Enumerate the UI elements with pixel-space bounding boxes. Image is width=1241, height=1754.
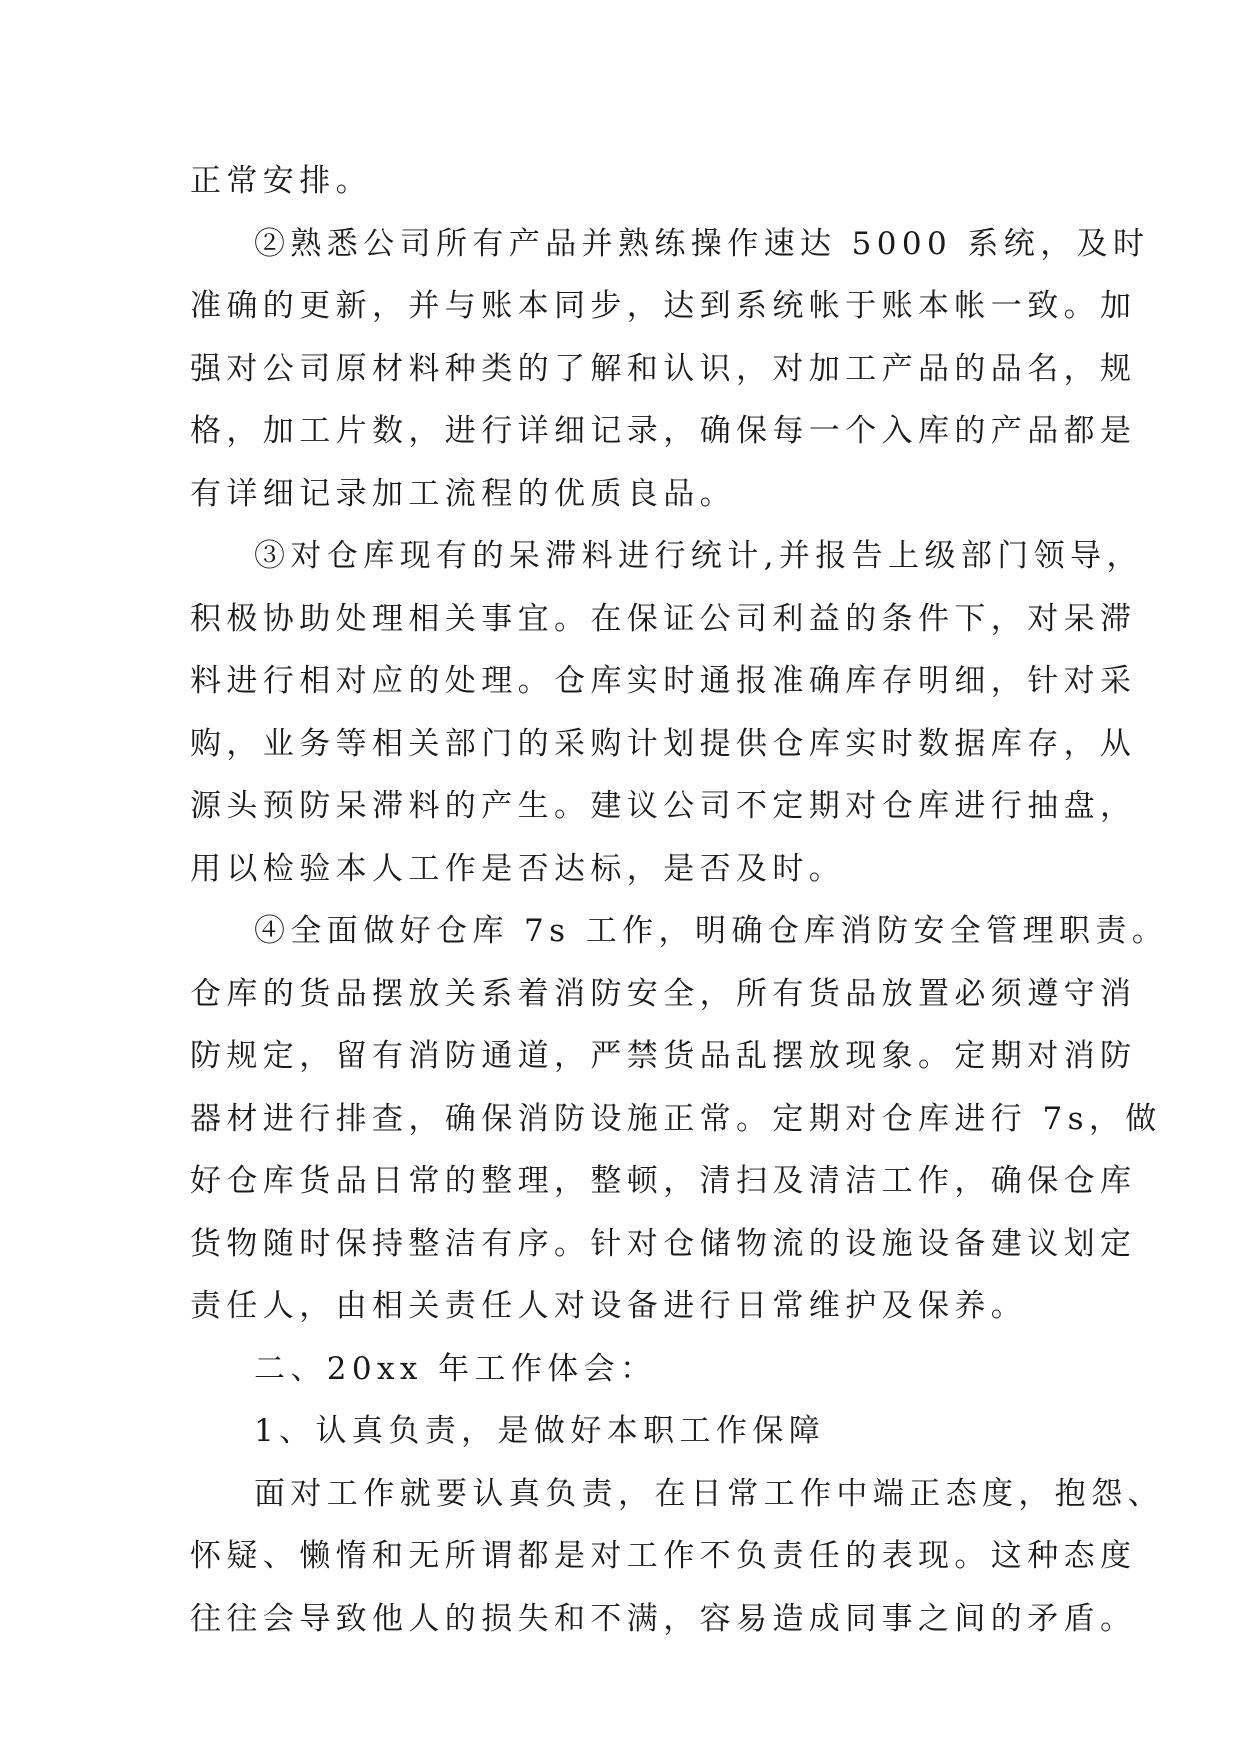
heading-line: 1、认真负责，是做好本职工作保障 <box>254 1413 826 1449</box>
text-line: 防规定，留有消防通道，严禁货品乱摆放现象。定期对消防 <box>190 1038 1137 1074</box>
text-line: ③对仓库现有的呆滞料进行统计,并报告上级部门领导， <box>254 538 1143 574</box>
text-line: 正常安排。 <box>190 163 372 199</box>
paragraph-continuation <box>190 150 1070 213</box>
text-line: 面对工作就要认真负责，在日常工作中端正态度，抱怨、 <box>254 1475 1164 1512</box>
text-line: 有详细记录加工流程的优质良品。 <box>190 475 736 512</box>
text-line: 格，加工片数，进行详细记录，确保每一个入库的产品都是 <box>190 413 1137 449</box>
paragraph-item-2 <box>190 213 1150 526</box>
text-line: 准确的更新，并与账本同步，达到系统帐于账本帐一致。加 <box>190 288 1137 324</box>
text-line: 器材进行排查，确保消防设施正常。定期对仓库进行 7s，做 <box>190 1100 1162 1137</box>
text-line: 购，业务等相关部门的采购计划提供仓库实时数据库存，从 <box>190 725 1137 762</box>
paragraph-body <box>190 1463 1164 1651</box>
subsection-heading <box>190 1400 1070 1463</box>
document-body <box>190 150 1169 1650</box>
text-line: 强对公司原材料种类的了解和认识，对加工产品的品名，规 <box>190 350 1137 387</box>
text-line: 怀疑、懒惰和无所谓都是对工作不负责任的表现。这种态度 <box>190 1538 1137 1574</box>
text-line: ②熟悉公司所有产品并熟练操作速达 5000 系统，及时 <box>254 225 1150 262</box>
text-line: 用以检验本人工作是否达标，是否及时。 <box>190 850 846 887</box>
paragraph-item-4 <box>190 900 1169 1338</box>
paragraph-item-3 <box>190 525 1143 900</box>
text-line: 料进行相对应的处理。仓库实时通报准确库存明细，针对采 <box>190 663 1137 699</box>
text-line: 好仓库货品日常的整理，整顿，清扫及清洁工作，确保仓库 <box>190 1163 1137 1199</box>
heading-line: 二、20xx 年工作体会： <box>254 1350 657 1387</box>
section-heading <box>190 1338 1070 1401</box>
text-line: 源头预防呆滞料的产生。建议公司不定期对仓库进行抽盘， <box>190 788 1137 824</box>
text-line: 积极协助处理相关事宜。在保证公司利益的条件下，对呆滞 <box>190 600 1137 637</box>
text-line: ④全面做好仓库 7s 工作，明确仓库消防安全管理职责。 <box>254 913 1169 949</box>
text-line: 仓库的货品摆放关系着消防安全，所有货品放置必须遵守消 <box>190 975 1137 1012</box>
text-line: 往往会导致他人的损失和不满，容易造成同事之间的矛盾。 <box>190 1600 1137 1637</box>
text-line: 货物随时保持整洁有序。针对仓储物流的设施设备建议划定 <box>190 1225 1137 1262</box>
text-line: 责任人，由相关责任人对设备进行日常维护及保养。 <box>190 1288 1028 1324</box>
